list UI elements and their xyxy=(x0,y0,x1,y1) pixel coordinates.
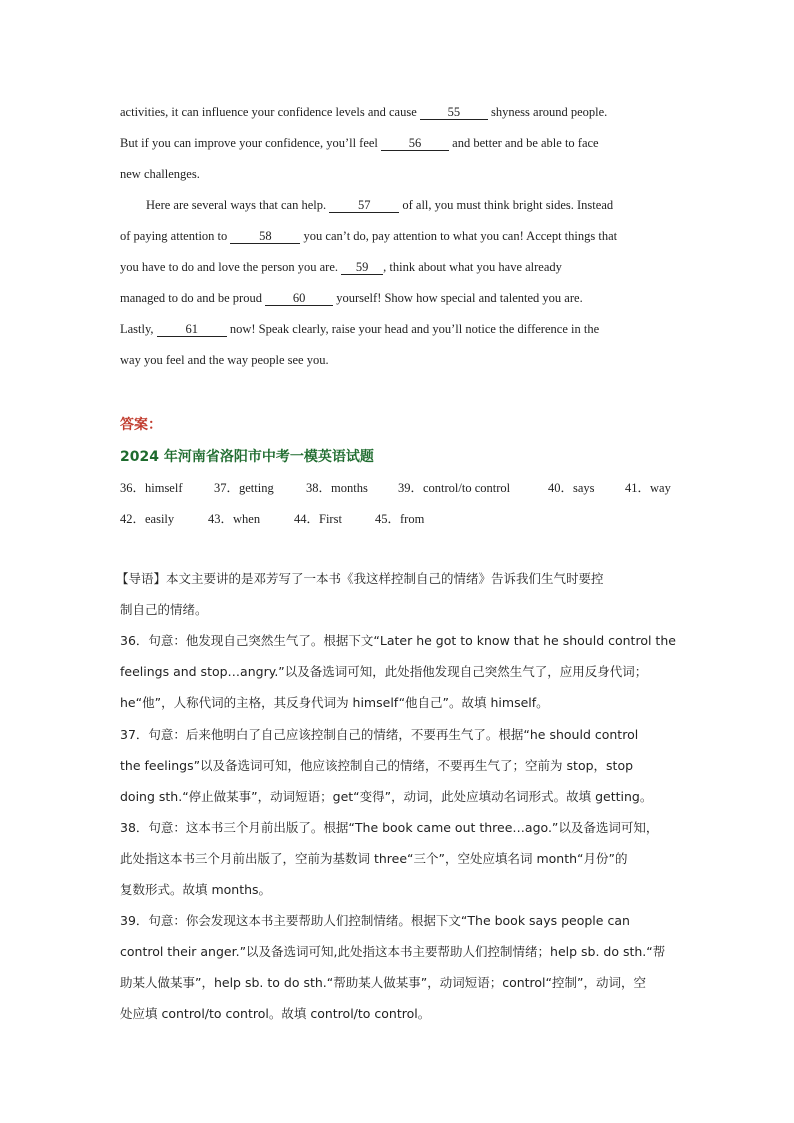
answer-item: 45．from xyxy=(375,512,425,526)
passage-line xyxy=(120,135,599,151)
blank-61: 61 xyxy=(157,323,227,337)
passage-text: , think about what you have already xyxy=(383,260,562,274)
passage-text: But if you can improve your confidence, you’ll feel xyxy=(120,136,382,150)
passage-line xyxy=(120,228,617,244)
blank-60: 60 xyxy=(265,292,333,306)
blank-55: 55 xyxy=(420,106,488,120)
answer-item: 41．way xyxy=(625,481,671,495)
passage-line xyxy=(120,259,562,275)
answer-item: 42．easily xyxy=(120,512,175,526)
passage-text: you have to do and love the person you are. xyxy=(120,260,342,274)
passage-line xyxy=(120,290,583,306)
answer-item: 39．control/to control xyxy=(398,481,511,495)
explanation-line: 【导语】本文主要讲的是邓芳写了一本书《我这样控制自己的情绪》告诉我们生气时要控 xyxy=(116,571,604,586)
explanation-line: 此处指这本书三个月前出版了，空前为基数词 three“三个”，空处应填名词 month“月份”的 xyxy=(120,851,628,866)
blank-57: 57 xyxy=(329,199,399,213)
passage-text: of all, you must think bright sides. Instead xyxy=(399,198,614,212)
passage-text: managed to do and be proud xyxy=(120,291,266,305)
passage-line xyxy=(146,197,613,213)
explanation-line: feelings and stop…angry.”以及备选词可知，此处指他发现自己突然生气了，应用反身代词； xyxy=(120,664,648,679)
blank-59: 59 xyxy=(341,261,383,275)
passage-text: activities, it can influence your confidence levels and cause xyxy=(120,105,420,119)
answer-item: 38．months xyxy=(306,481,368,495)
passage-line: way you feel and the way people see you. xyxy=(120,353,329,367)
explanation-line: 助某人做某事”，help sb. to do sth.“帮助某人做某事”，动词短语；control“控制”，动词，空 xyxy=(120,975,646,990)
passage-text: Here are several ways that can help. xyxy=(146,198,330,212)
answer-item: 44．First xyxy=(294,512,342,526)
explanation-line: 38．句意：这本书三个月前出版了。根据“The book came out three…ago.”以及备选词可知， xyxy=(120,820,659,835)
explanation-line: doing sth.“停止做某事”，动词短语；get“变得”，动词，此处应填动名词形式。故填 getting。 xyxy=(120,789,653,804)
passage-text: yourself! Show how special and talented you are. xyxy=(333,291,583,305)
blank-58: 58 xyxy=(230,230,300,244)
passage-text: you can’t do, pay attention to what you can! Accept things that xyxy=(300,229,618,243)
explanation-line: the feelings”以及备选词可知，他应该控制自己的情绪，不要再生气了；空前为 stop，stop xyxy=(120,758,634,773)
explanation-line: 复数形式。故填 months。 xyxy=(120,882,272,897)
answer-item: 40．says xyxy=(548,481,595,495)
passage-line: new challenges. xyxy=(120,167,200,181)
passage-text: shyness around people. xyxy=(487,105,608,119)
answer-label: 答案： xyxy=(120,417,162,433)
passage-text: and better and be able to face xyxy=(449,136,599,150)
explanation-line: control their anger.”以及备选词可知,此处指这本书主要帮助人们控制情绪；help sb. do sth.“帮 xyxy=(120,944,666,959)
explanation-line: 36．句意：他发现自己突然生气了。根据下文“Later he got to know that he should control the xyxy=(120,633,676,648)
passage-line xyxy=(120,321,599,337)
passage-text: Lastly, xyxy=(120,322,157,336)
passage-text: now! Speak clearly, raise your head and you’ll notice the difference in the xyxy=(226,322,600,336)
answer-item: 43．when xyxy=(208,512,261,526)
explanation-line: 处应填 control/to control。故填 control/to control。 xyxy=(120,1006,431,1021)
explanation-line: 39．句意：你会发现这本书主要帮助人们控制情绪。根据下文“The book says people can xyxy=(120,913,630,928)
answer-item: 37．getting xyxy=(214,481,274,495)
explanation-line: he“他”，人称代词的主格，其反身代词为 himself“他自己”。故填 himself。 xyxy=(120,695,549,710)
blank-56: 56 xyxy=(381,137,449,151)
explanation-line: 制自己的情绪。 xyxy=(120,602,208,617)
exam-title: 2024 年河南省洛阳市中考一模英语试题 xyxy=(120,449,374,465)
explanation-line: 37．句意：后来他明白了自己应该控制自己的情绪，不要再生气了。根据“he should control xyxy=(120,727,639,742)
passage-line xyxy=(120,104,607,120)
answer-item: 36．himself xyxy=(120,481,183,495)
passage-text: of paying attention to xyxy=(120,229,231,243)
